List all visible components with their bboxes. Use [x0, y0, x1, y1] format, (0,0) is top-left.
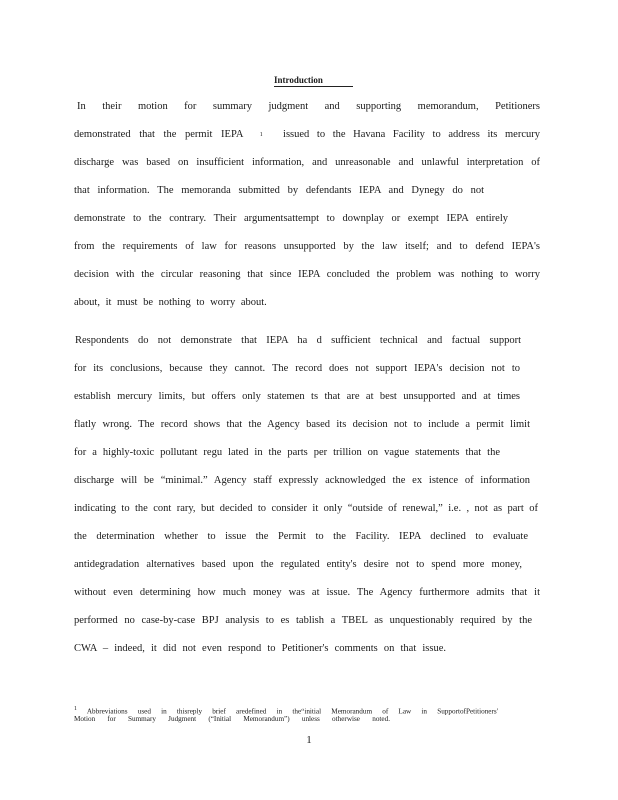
paragraph-line: for its conclusions, because they cannot. The record does not support IEPA's decision not to	[74, 363, 520, 374]
section-heading: Introduction	[274, 74, 353, 87]
paragraph-line: from the requirements of law for reasons unsupported by the law itself; and to defend IEPA's	[74, 241, 540, 252]
paragraph-line: CWA – indeed, it did not even respond to Petitioner's comments on that issue.	[74, 643, 446, 654]
paragraph-line: discharge will be “minimal.” Agency staff expressly acknowledged the ex istence of information	[74, 475, 530, 486]
footnote-reference: 1	[259, 132, 263, 138]
paragraph-line	[74, 128, 540, 142]
paragraph-line: decision with the circular reasoning that since IEPA concluded the problem was nothing to worry	[74, 269, 540, 280]
paragraph-line: the determination whether to issue the Permit to the Facility. IEPA declined to evaluate	[74, 531, 528, 542]
page-number: 1	[306, 734, 312, 746]
footnote-text: Abbreviations used in thisreply brief aredefined in the“initial Memorandum of Law in SupportofPetitioners'	[86, 707, 498, 716]
paragraph-line: performed no case-by-case BPJ analysis to es tablish a TBEL as unquestionably required by the	[74, 615, 532, 626]
paragraph-line: discharge was based on insufficient information, and unreasonable and unlawful interpretation of	[74, 157, 540, 168]
paragraph-line: about, it must be nothing to worry about.	[74, 297, 267, 308]
paragraph-line-part: demonstrated that the permit IEPA	[74, 129, 244, 140]
footnote-marker: 1	[74, 706, 77, 712]
footnote-line: Motion for Summary Judgment (“Initial Memorandum”) unless otherwise noted.	[74, 715, 390, 723]
paragraph-line: Respondents do not demonstrate that IEPA ha d sufficient technical and factual support	[75, 335, 521, 346]
paragraph-line-part: issued to the Havana Facility to address its mercury	[283, 129, 540, 140]
paragraph-line: establish mercury limits, but offers only statemen ts that are at best unsupported and at times	[74, 391, 520, 402]
paragraph-line: indicating to the cont rary, but decided to consider it only “outside of renewal,” i.e. , not as part of	[74, 503, 538, 514]
paragraph-line: flatly wrong. The record shows that the Agency based its decision not to include a permit limit	[74, 419, 530, 430]
paragraph-line: demonstrate to the contrary. Their argumentsattempt to downplay or exempt IEPA entirely	[74, 213, 508, 224]
paragraph-line: that information. The memoranda submitted by defendants IEPA and Dynegy do not	[74, 185, 484, 196]
paragraph-line: for a highly-toxic pollutant regu lated in the parts per trillion on vague statements that the	[74, 447, 500, 458]
paragraph-line: In their motion for summary judgment and supporting memorandum, Petitioners	[77, 101, 540, 112]
paragraph-line: without even determining how much money was at issue. The Agency furthermore admits that it	[74, 587, 540, 598]
paragraph-line: antidegradation alternatives based upon the regulated entity's desire not to spend more money,	[74, 559, 522, 570]
